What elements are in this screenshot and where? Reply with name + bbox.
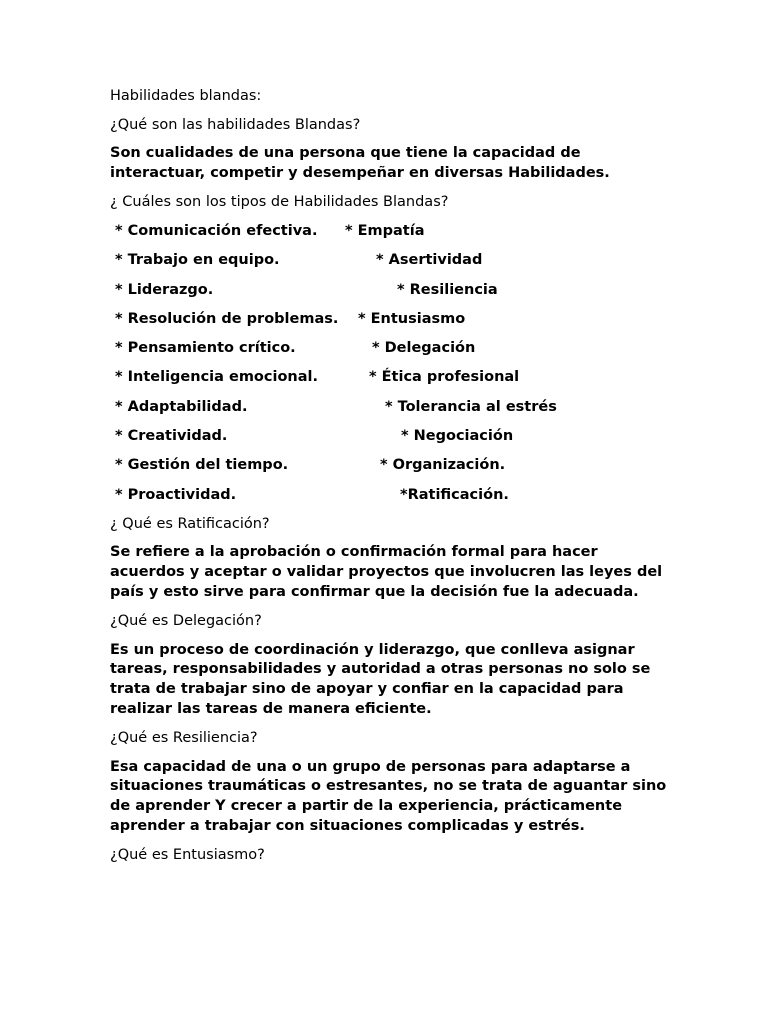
answer-habilidades: Son cualidades de una persona que tiene la capacidad de interactuar, competir y desempeñar en diversas Habilidades. (110, 145, 610, 181)
question-tipos: ¿ Cuáles son los tipos de Habilidades Blandas? (110, 194, 449, 211)
question-resiliencia: ¿Qué es Resiliencia? (110, 730, 258, 747)
skill-right: * Resiliencia (397, 281, 498, 298)
question-ratificacion: ¿ Qué es Ratificación? (110, 515, 270, 532)
skill-row (110, 222, 670, 242)
skill-right: * Negociación (401, 427, 514, 444)
skill-right: * Delegación (372, 340, 476, 357)
skill-row (110, 427, 670, 447)
skill-row (110, 398, 670, 418)
skill-right: * Empatía (345, 222, 425, 239)
skill-right: * Tolerancia al estrés (385, 398, 557, 415)
skill-left: * Proactividad. (115, 486, 237, 503)
skill-row (110, 339, 670, 359)
skill-left: * Liderazgo. (115, 281, 214, 298)
skill-left: * Pensamiento crítico. (115, 340, 296, 357)
document-title: Habilidades blandas: (110, 88, 262, 104)
document-page (110, 87, 670, 875)
question-delegacion: ¿Qué es Delegación? (110, 613, 262, 630)
skill-left: * Gestión del tiempo. (115, 457, 289, 474)
skill-row (110, 486, 670, 506)
answer-delegacion: Es un proceso de coordinación y liderazgo, que conlleva asignar tareas, responsabilidades y autoridad a otras personas no solo se trata de trabajar sino de apoyar y confiar en la capacidad para realizar las tareas de manera eficiente. (110, 641, 651, 717)
skill-right: * Entusiasmo (358, 310, 466, 327)
answer-ratificacion: Se refiere a la aprobación o confirmación formal para hacer acuerdos y aceptar o validar proyectos que involucren las leyes del país y esto sirve para confirmar que la decisión fue la adecuada. (110, 544, 663, 600)
skill-right: * Ética profesional (369, 369, 520, 386)
skill-right: * Organización. (380, 457, 506, 474)
skill-left: * Comunicación efectiva. (115, 222, 318, 239)
skill-right: *Ratificación. (400, 486, 509, 503)
skill-row (110, 251, 670, 271)
skill-left: * Inteligencia emocional. (115, 369, 319, 386)
skill-left: * Adaptabilidad. (115, 398, 248, 415)
skill-left: * Trabajo en equipo. (115, 252, 280, 269)
skill-left: * Resolución de problemas. (115, 310, 339, 327)
skill-left: * Creatividad. (115, 427, 228, 444)
skill-right: * Asertividad (376, 252, 483, 269)
question-entusiasmo: ¿Qué es Entusiasmo? (110, 847, 265, 864)
skill-row (110, 310, 670, 330)
skill-row (110, 281, 670, 301)
skill-row (110, 368, 670, 388)
answer-resiliencia: Esa capacidad de una o un grupo de personas para adaptarse a situaciones traumáticas o estresantes, no se trata de aguantar sino de aprender Y crecer a partir de la experiencia, prácticamente aprender a trabajar con situaciones complicadas y estrés. (110, 758, 667, 834)
question-habilidades: ¿Qué son las habilidades Blandas? (110, 116, 361, 133)
skills-list (110, 222, 670, 505)
skill-row (110, 456, 670, 476)
